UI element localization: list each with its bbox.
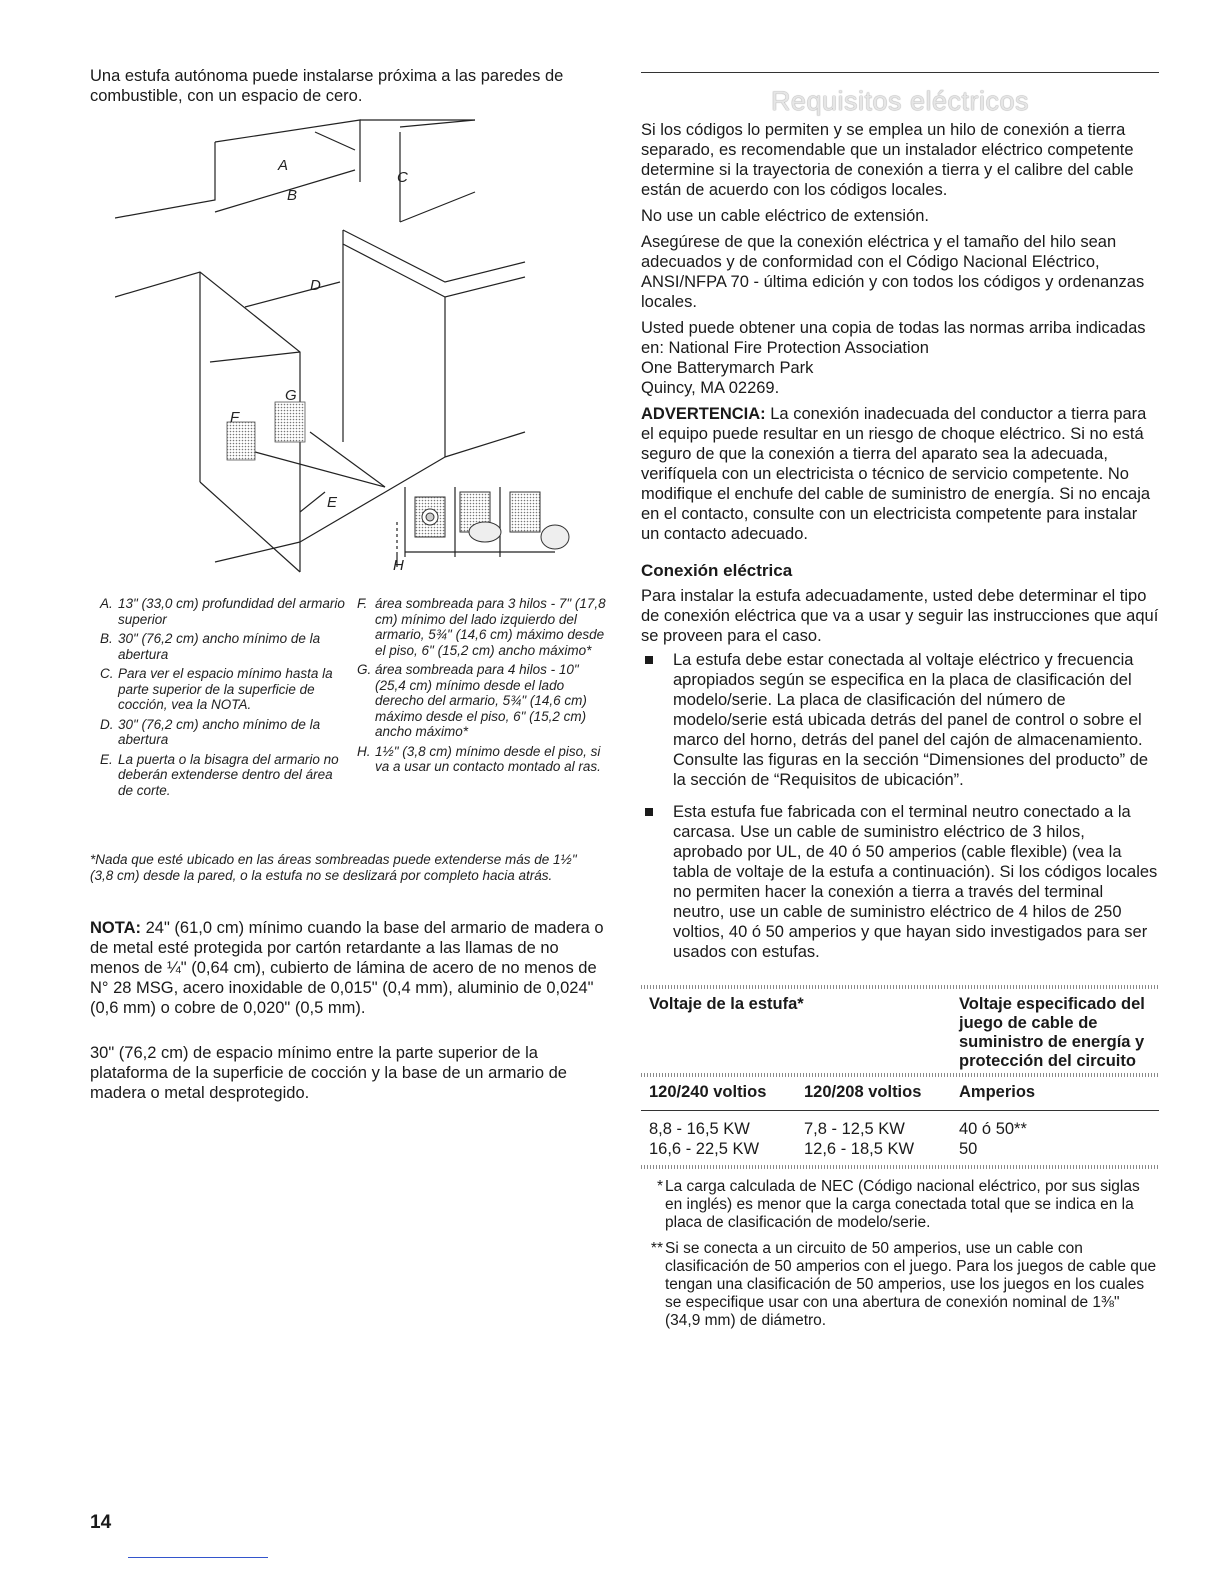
legend-item-d: D. 30" (76,2 cm) ancho mínimo de la abertura xyxy=(100,716,321,747)
fig-label-e: E xyxy=(327,494,338,511)
bullet-square-icon xyxy=(645,808,653,816)
paragraph-no-extension: No use un cable eléctrico de extensión. xyxy=(641,207,930,225)
legend-item-b: B. 30" (76,2 cm) ancho mínimo de la abertura xyxy=(100,631,321,662)
legend-item-h: H. 1½" (3,8 cm) mínimo desde el piso, si va a usar un contacto montado al ras. xyxy=(357,743,601,774)
fig-label-b: B xyxy=(287,187,298,204)
table-header-specified-voltage: Voltaje especificado del juego de cable de suministro de energía y protección del circuito xyxy=(959,995,1145,1070)
paragraph-code-compliance: Asegúrese de que la conexión eléctrica y el tamaño del hilo sean adecuados y de conformidad con el Código Nacional Eléctrico, ANSI/NFPA 70 - última edición y con todos los códigos y ordenanzas locales. xyxy=(641,233,1145,311)
intro-text: Una estufa autónoma puede instalarse próxima a las paredes de combustible, con un espacio de cero. xyxy=(90,67,564,105)
paragraph-grounding: Si los códigos lo permiten y se emplea un hilo de conexión a tierra separado, es recomendable que un instalador eléctrico competente determine si la trayectoria de conexión a tierra y el calibre del cable están de acuerdo con los códigos locales. xyxy=(641,121,1134,199)
paragraph-connection-intro: Para instalar la estufa adecuadamente, usted debe determinar el tipo de conexión eléctrica que va a usar y seguir las instrucciones que aquí se proveen para el caso. xyxy=(641,587,1159,645)
legend-item-a: A. 13" (33,0 cm) profundidad del armario superior xyxy=(100,596,345,627)
table-header-row xyxy=(641,1077,1159,1111)
table-note: * La carga calculada de NEC (Código nacional eléctrico, por sus siglas en inglés) es menor que la carga conectada total que se indica en la placa de clasificación de modelo/serie. xyxy=(656,1178,1140,1231)
figure-legend-left xyxy=(100,596,350,802)
electrical-requirements-text xyxy=(641,120,1159,550)
list-item: Esta estufa fue fabricada con el terminal neutro conectado a la carcasa. Use un cable de suministro eléctrico de 3 hilos, aprobado por UL, de 40 ó 50 amperios (cable flexible) (vea la tabla de voltaje de la estufa a continuación). Si los códigos locales no permiten hacer la conexión a tierra a través del terminal neutro, use un cable de suministro eléctrico de 4 hilos de 250 voltios, 40 ó 50 amperios y que hayan sido investigados para ser usados con estufas. xyxy=(641,802,1159,962)
table-header-group xyxy=(641,989,1159,1073)
voltage-table xyxy=(641,985,1159,1169)
legend-item-g: G. área sombreada para 4 hilos - 10" (25,4 cm) mínimo desde el lado derecho del armario, 5¾" (14,6 cm) máximo desde el piso, 6" (15,2 cm) ancho máximo* xyxy=(357,662,587,739)
fig-label-c: C xyxy=(397,169,408,186)
nota-paragraph xyxy=(90,918,610,1018)
table-notes xyxy=(641,1178,1159,1338)
warning-text: La conexión inadecuada del conductor a tierra para el equipo puede resultar en un riesgo de choque eléctrico. Si no está seguro de que la conexión a tierra del aparato sea la adecuada, verifíquela con un electricista o técnico de servicio competente. No modifique el enchufe del cable de suministro de energía. Si no encaja en el contacto, consulte con un electricista competente para instalar un contacto adecuado. xyxy=(641,405,1151,543)
table-note: ** Si se conecta a un circuito de 50 amperios, use un cable con clasificación de 50 amperios con el juego. Para los juegos de cable que tengan una clasificación de 50 amperios, use los juegos en los cuales se especifique usar con una abertura de conexión nominal de 1⅜" (34,9 mm) de diámetro. xyxy=(650,1240,1157,1329)
legend-item-f: F. área sombreada para 3 hilos - 7" (17,8 cm) mínimo del lado izquierdo del armario, 5¾" (14,6 cm) máximo desde el piso, 6" (15,2 cm) ancho máximo* xyxy=(357,596,606,658)
page-number: 14 xyxy=(90,1512,112,1533)
subheading-electrical-connection: Conexión eléctrica xyxy=(641,561,793,580)
column-header: 120/208 voltios xyxy=(804,1083,922,1101)
table-row: 16,6 - 22,5 KW 12,6 - 18,5 KW 50 xyxy=(649,1140,978,1158)
column-header: Amperios xyxy=(959,1083,1036,1101)
nota-label: NOTA: xyxy=(90,919,142,937)
clearance-paragraph: 30" (76,2 cm) de espacio mínimo entre la parte superior de la plataforma de la superficie de cocción y la base de un armario de madera o metal desprotegido. xyxy=(90,1044,567,1102)
column-header: 120/240 voltios xyxy=(649,1083,767,1101)
table-header-range-voltage: Voltaje de la estufa* xyxy=(649,995,804,1013)
paragraph-nfpa-address: Usted puede obtener una copia de todas las normas arriba indicadas en: National Fire Protection Association One Batterymarch Park Quincy, MA 02269. xyxy=(641,319,1146,397)
fig-label-f: F xyxy=(230,409,240,426)
warning-paragraph xyxy=(641,404,1159,544)
section-rule xyxy=(641,72,1159,73)
table-body xyxy=(641,1111,1159,1165)
section-title: Requisitos eléctricos xyxy=(770,86,1030,116)
warning-label: ADVERTENCIA: xyxy=(641,405,766,423)
fig-label-d: D xyxy=(310,277,321,294)
figure-legend-right xyxy=(357,596,607,779)
cabinet-clearance-diagram xyxy=(115,112,605,582)
figure-footnote: *Nada que esté ubicado en las áreas sombreadas puede extenderse más de 1½" (3,8 cm) desde la pared, o la estufa no se deslizará por completo hacia atrás. xyxy=(90,852,577,883)
footer-rule xyxy=(128,1557,268,1558)
table-row: 8,8 - 16,5 KW 7,8 - 12,5 KW 40 ó 50** xyxy=(649,1120,1027,1138)
fig-label-a: A xyxy=(278,157,289,174)
fig-label-h: H xyxy=(393,557,404,574)
legend-item-e: E. La puerta o la bisagra del armario no deberán extenderse dentro del área de corte. xyxy=(100,751,339,798)
list-item: La estufa debe estar conectada al voltaje eléctrico y frecuencia apropiados según se especifica en la placa de clasificación del modelo/serie. La placa de clasificación del número de modelo/serie está ubicada detrás del panel de control o sobre el marco del horno, detrás del panel del cajón de almacenamiento. Consulte las figuras en la sección “Dimensiones del producto” de la sección de “Requisitos de ubicación”. xyxy=(641,650,1159,790)
bullet-list xyxy=(641,650,1159,974)
legend-item-c: C. Para ver el espacio mínimo hasta la parte superior de la superficie de cocción, vea la NOTA. xyxy=(100,666,333,712)
bullet-square-icon xyxy=(645,656,653,664)
fig-label-g: G xyxy=(285,387,297,404)
nota-text: 24" (61,0 cm) mínimo cuando la base del armario de madera o de metal esté protegida por cartón retardante a las llamas de no menos de ¼" (0,64 cm), cubierto de lámina de acero de no menos de N° 28 MSG, acero inoxidable de 0,015" (0,4 mm), aluminio de 0,024" (0,6 mm) o cobre de 0,020" (0,5 mm). xyxy=(90,919,604,1017)
